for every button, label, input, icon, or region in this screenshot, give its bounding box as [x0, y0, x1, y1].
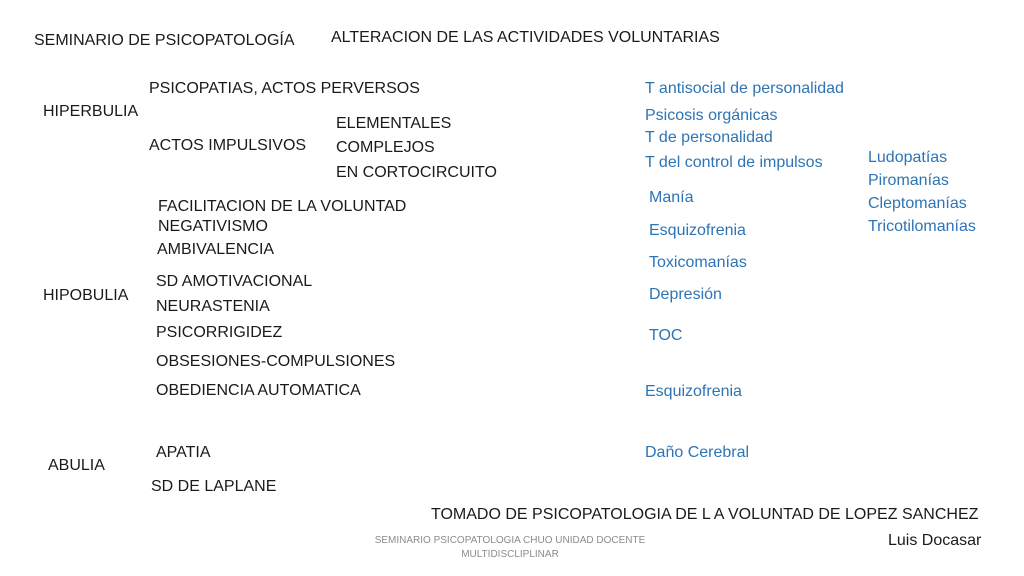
item-psicorrigidez: PSICORRIGIDEZ [156, 324, 283, 341]
item-negativismo: NEGATIVISMO [158, 218, 268, 235]
item-obsesiones: OBSESIONES-COMPULSIONES [156, 353, 396, 370]
category-abulia: ABULIA [48, 457, 105, 474]
impulse-subtype-tricotilomanias: Tricotilomanías [868, 218, 976, 235]
impulse-subtype-piromanias: Piromanías [868, 172, 949, 189]
disorder-esquizofrenia: Esquizofrenia [649, 222, 746, 239]
category-hipobulia: HIPOBULIA [43, 287, 129, 304]
disorder-mania: Manía [649, 189, 694, 206]
disorder-control-impulsos: T del control de impulsos [645, 154, 823, 171]
category-hiperbulia: HIPERBULIA [43, 103, 139, 120]
disorder-depresion: Depresión [649, 286, 722, 303]
disorder-toxicomanias: Toxicomanías [649, 254, 747, 271]
impulsive-type-complejos: COMPLEJOS [336, 139, 435, 156]
disorder-psicosis-organicas: Psicosis orgánicas [645, 107, 778, 124]
slide-footer: SEMINARIO PSICOPATOLOGIA CHUO UNIDAD DOCENTE MULTIDISCLIPLINAR [374, 535, 646, 560]
item-impulsivos: ACTOS IMPULSIVOS [149, 137, 307, 154]
author-name: Luis Docasar [888, 532, 982, 549]
item-ambivalencia: AMBIVALENCIA [157, 241, 275, 258]
disorder-esquizofrenia-2: Esquizofrenia [645, 383, 742, 400]
item-facilitacion: FACILITACION DE LA VOLUNTAD [158, 198, 407, 215]
impulsive-type-cortocircuito: EN CORTOCIRCUITO [336, 164, 497, 181]
seminar-title: SEMINARIO DE PSICOPATOLOGÍA [34, 32, 295, 49]
impulsive-type-elementales: ELEMENTALES [336, 115, 452, 132]
disorder-dano-cerebral: Daño Cerebral [645, 444, 750, 461]
item-amotivacional: SD AMOTIVACIONAL [156, 273, 313, 290]
disorder-antisocial: T antisocial de personalidad [645, 80, 844, 97]
impulse-subtype-cleptomanias: Cleptomanías [868, 195, 967, 212]
item-neurastenia: NEURASTENIA [156, 298, 270, 315]
item-laplane: SD DE LAPLANE [151, 478, 277, 495]
item-perversos: PSICOPATIAS, ACTOS PERVERSOS [149, 80, 420, 97]
item-apatia: APATIA [156, 444, 211, 461]
topic-title: ALTERACION DE LAS ACTIVIDADES VOLUNTARIAS [331, 29, 720, 46]
disorder-toc: TOC [649, 327, 683, 344]
disorder-personalidad: T de personalidad [645, 129, 773, 146]
impulse-subtypes-list [868, 146, 976, 238]
item-obediencia: OBEDIENCIA AUTOMATICA [156, 382, 361, 399]
source-citation: TOMADO DE PSICOPATOLOGIA DE L A VOLUNTAD DE LOPEZ SANCHEZ [431, 506, 979, 523]
impulse-subtype-ludopatias: Ludopatías [868, 149, 948, 166]
